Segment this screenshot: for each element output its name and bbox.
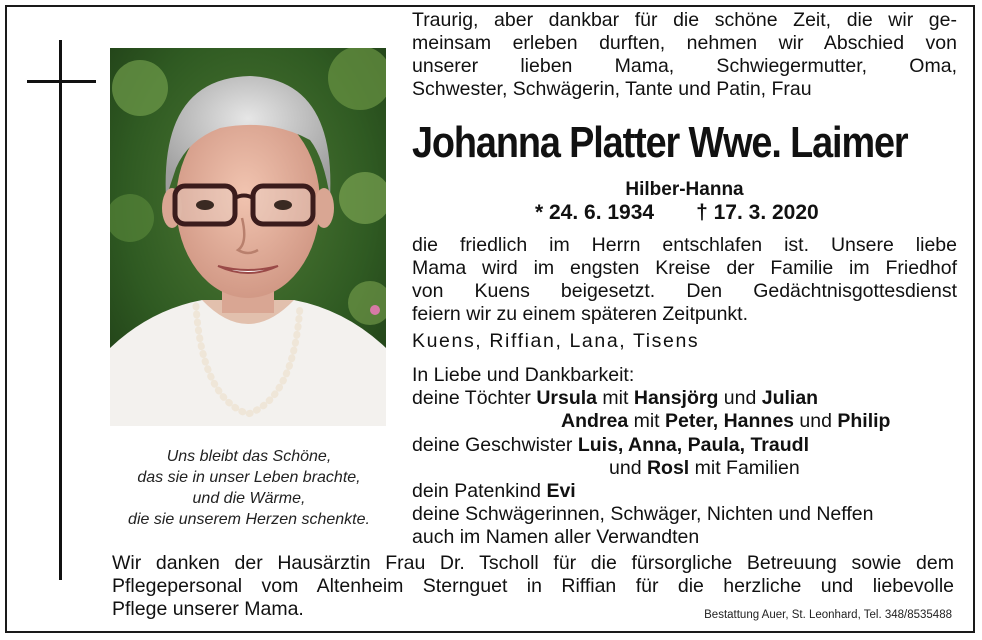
intro-text [412, 9, 957, 101]
birth-date: * 24. 6. 1934 [535, 201, 655, 224]
intro-line: Schwester, Schwägerin, Tante und Patin, Frau [412, 78, 812, 100]
siblings-line: deine Geschwister Luis, Anna, Paula, Traudl [412, 433, 809, 456]
funeral-text [412, 234, 957, 326]
quote-line: und die Wärme, [192, 490, 306, 507]
intro-line: unserer lieben Mama, Schwiegermutter, Oma, [412, 55, 957, 77]
inlaws-line: deine Schwägerinnen, Schwäger, Nichten und Neffen [412, 503, 874, 526]
thanks-line: Pflege unserer Mama. [112, 598, 304, 620]
thanks-line: Wir danken der Hausärztin Frau Dr. Tscholl für die fürsorgliche Betreuung sowie dem [112, 552, 954, 574]
death-date: † 17. 3. 2020 [696, 201, 819, 224]
life-dates [535, 201, 819, 225]
relatives-line: auch im Namen aller Verwandten [412, 526, 700, 549]
family-heading: In Liebe und Dankbarkeit: [412, 364, 635, 386]
maiden-name: Hilber-Hanna [625, 179, 744, 200]
quote-line: Uns bleibt das Schöne, [166, 448, 332, 465]
memorial-quote [108, 446, 390, 530]
body-line: die friedlich im Herrn entschlafen ist. Unsere liebe [412, 234, 957, 256]
mourners-list [412, 364, 890, 550]
intro-line: Traurig, aber dankbar für die schöne Zeit, die wir ge- [412, 9, 957, 31]
undertaker-credit: Bestattung Auer, St. Leonhard, Tel. 348/8535488 [704, 609, 952, 621]
body-line: Mama wird im engsten Kreise der Familie im Friedhof [412, 257, 957, 279]
daughters-line: deine Töchter Ursula mit Hansjörg und Julian [412, 387, 819, 410]
intro-line: meinsam erleben durften, nehmen wir Abschied von [412, 32, 957, 54]
portrait-photo [110, 48, 386, 426]
body-line: feiern wir zu einem späteren Zeitpunkt. [412, 303, 748, 325]
quote-line: das sie in unser Leben brachte, [137, 469, 361, 486]
deceased-name: Johanna Platter Wwe. Laimer [412, 118, 908, 167]
daughters-line: Andrea mit Peter, Hannes und Philip [561, 410, 891, 433]
places: Kuens, Riffian, Lana, Tisens [412, 330, 700, 352]
quote-line: die sie unserem Herzen schenkte. [128, 511, 370, 528]
godchild-line: dein Patenkind Evi [412, 480, 576, 503]
thanks-line: Pflegepersonal vom Altenheim Sternguet in Riffian für die herzliche und liebevolle [112, 575, 954, 597]
body-line: von Kuens beigesetzt. Den Gedächtnisgottesdienst [412, 280, 957, 302]
siblings-line: und Rosl mit Familien [609, 456, 800, 479]
